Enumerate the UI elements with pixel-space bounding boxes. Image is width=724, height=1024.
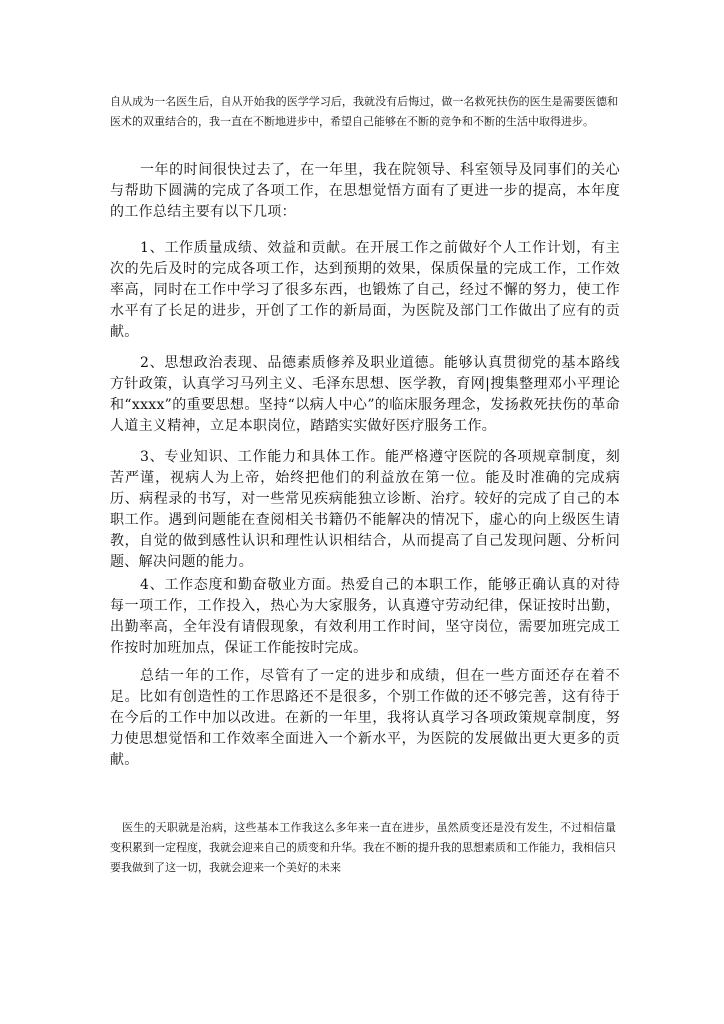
intro-paragraph: 自从成为一名医生后，自从开始我的医学学习后，我就没有后悔过，做一名救死扶伤的医生是需要医德和医术的双重结合的，我一直在不断地进步中，希望自己能够在不断的竞争和不断的生活中取得进步。 xyxy=(110,95,618,128)
work-quality-paragraph: 1、工作质量成绩、效益和贡献。在开展工作之前做好个人工作计划，有主次的先后及时的完成各项工作，达到预期的效果，保质保量的完成工作，工作效率高，同时在工作中学习了很多东西，也锻炼了自己，经过不懈的努力，使工作水平有了长足的进步，开创了工作的新局面，为医院及部门工作做出了应有的贡献。 xyxy=(110,240,620,340)
summary-opening-paragraph: 一年的时间很快过去了，在一年里，我在院领导、科室领导及同事们的关心与帮助下圆满的完成了各项工作，在思想觉悟方面有了更进一步的提高，本年度的工作总结主要有以下几项： xyxy=(110,162,620,220)
work-attitude-paragraph: 4、工作态度和勤奋敬业方面。热爱自己的本职工作，能够正确认真的对待每一项工作，工作投入，热心为大家服务，认真遵守劳动纪律，保证按时出勤，出勤率高，全年没有请假现象，有效利用工作时间，坚守岗位，需要加班完成工作按时加班加点，保证工作能按时完成。 xyxy=(110,577,620,656)
outro-paragraph: 医生的天职就是治病，这些基本工作我这么多年来一直在进步，虽然质变还是没有发生，不过相信量变积累到一定程度，我就会迎来自己的质变和升华。我在不断的提升我的思想素质和工作能力，我相信只要我做到了这一切，我就会迎来一个美好的未来 xyxy=(110,821,616,874)
political-ethics-paragraph: 2、思想政治表现、品德素质修养及职业道德。能够认真贯彻党的基本路线方针政策，认真学习马列主义、毛泽东思想、医学教，育网|搜集整理邓小平理论和“xxxx”的重要思想。坚持“以病人中心”的临床服务理念，发扬救死扶伤的革命人道主义精神，立足本职岗位，踏踏实实做好医疗服务工作。 xyxy=(110,355,620,434)
conclusion-paragraph: 总结一年的工作，尽管有了一定的进步和成绩，但在一些方面还存在着不足。比如有创造性的工作思路还不是很多，个别工作做的还不够完善，这有待于在今后的工作中加以改进。在新的一年里，我将认真学习各项政策规章制度，努力使思想觉悟和工作效率全面进入一个新水平，为医院的发展做出更大更多的贡献。 xyxy=(110,668,620,768)
professional-ability-paragraph: 3、专业知识、工作能力和具体工作。能严格遵守医院的各项规章制度，刻苦严谨，视病人为上帝，始终把他们的利益放在第一位。能及时准确的完成病历、病程录的书写，对一些常见疾病能独立诊断、治疗。较好的完成了自己的本职工作。遇到问题能在查阅相关书籍仍不能解决的情况下，虚心的向上级医生请教，自觉的做到感性认识和理性认识相结合，从而提高了自己发现问题、分析问题、解决问题的能力。 xyxy=(110,449,620,570)
